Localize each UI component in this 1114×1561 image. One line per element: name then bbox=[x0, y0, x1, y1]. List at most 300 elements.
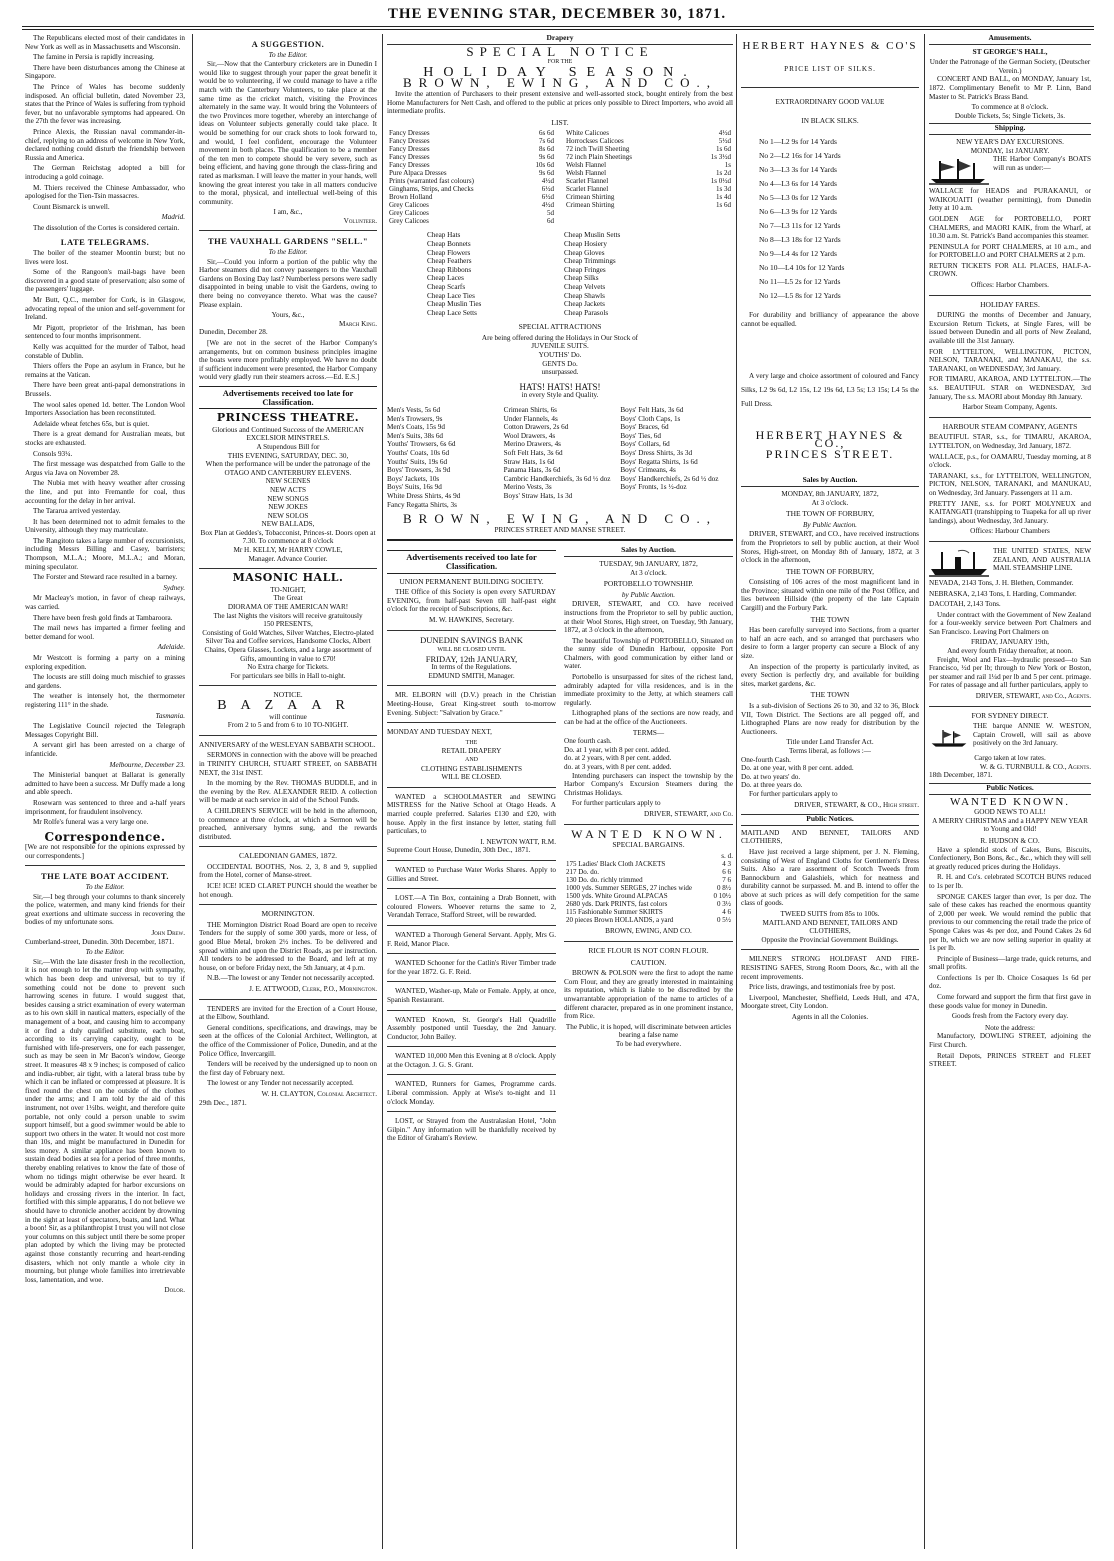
item-name: 72 inch Plain Sheetings bbox=[566, 153, 632, 162]
masonic-line: The Great bbox=[273, 594, 303, 603]
newyear-heading: NEW YEAR'S DAY EXCURSIONS. bbox=[956, 137, 1064, 146]
mornington-text: THE Mornington District Road Board are open to receive Tenders for the supply of some 300 yards, more or less, of good Blue Metal, broken 2½ inches. To be delivered and spread within and upon the District Roads, as per instruction. All tenders to be addressed to the Board, and left at my house, on or before Friday next, the 5th January, at 4 p.m. bbox=[199, 920, 377, 972]
telegram-item: The locusts are still doing much mischief to grasses and gardens. bbox=[25, 673, 185, 690]
price-row bbox=[564, 193, 733, 201]
late-ads-banner: Advertisements received too late for Classification. bbox=[387, 550, 556, 573]
auction-by: By Public Auction. bbox=[803, 520, 857, 529]
masthead-rule bbox=[22, 26, 1094, 27]
item-name: 72 inch Twill Sheeting bbox=[566, 145, 630, 154]
divider bbox=[387, 1010, 556, 1011]
juvenile: JUVENILE SUITS. bbox=[531, 342, 589, 351]
savings-date: FRIDAY, 12th JANUARY, bbox=[425, 653, 518, 664]
terms-item: Do. at three years do. bbox=[741, 781, 803, 790]
to-editor: To the Editor. bbox=[85, 883, 125, 892]
wanted-known-assembly: WANTED Known, St. George's Hall Quadrille Assembly postponed until Tuesday, the 2nd January. Conductor, John Bailey. bbox=[387, 1015, 556, 1041]
tickets: Double Tickets, 5s; Single Tickets, 3s. bbox=[954, 111, 1066, 120]
item-price: 1s 2d bbox=[716, 169, 731, 178]
price-row bbox=[564, 185, 733, 193]
column-1 bbox=[25, 34, 185, 1549]
item-name: Fancy Dresses bbox=[389, 137, 430, 146]
haynes-heading: HERBERT HAYNES & CO'S bbox=[742, 40, 918, 52]
fancy-silks-text: A very large and choice assortment of coloured and Fancy Silks, L2 9s 6d, L2 15s, L2 19s 6d, L3 5s; L3 15s; L4 5s the Full Dress. bbox=[741, 371, 919, 408]
clothing-item: Youths' Coats, 10s 6d bbox=[387, 449, 450, 457]
divider bbox=[387, 860, 556, 861]
sign-off: Yours, &c., bbox=[271, 311, 305, 320]
hudson-text-2: R. H. and Co's. celebrated SCOTCH BUNS reduced to 1s per lb. bbox=[929, 873, 1091, 890]
clothing-item: Cambric Handkerchiefs, 3s 6d ½ doz bbox=[503, 474, 611, 483]
address: PRINCES STREET AND MANSE STREET. bbox=[494, 525, 626, 534]
item-name: White Calicoes bbox=[566, 129, 609, 138]
return-text: RETURN TICKETS FOR ALL PLACES, HALF-A-CROWN. bbox=[929, 261, 1091, 279]
item-price: 7 6 bbox=[722, 876, 731, 885]
signature: Volunteer. bbox=[343, 216, 377, 225]
news-item: The dissolution of the Cortes is considered certain. bbox=[33, 223, 180, 232]
town-heading-2: THE TOWN bbox=[810, 690, 850, 700]
price-row bbox=[564, 129, 733, 137]
tenders-date: 29th Dec., 1871. bbox=[199, 1098, 247, 1107]
divider bbox=[564, 941, 733, 942]
milner-text-3: Liverpool, Manchester, Sheffield, Leeds Hull, and 47A, Moorgate street, City London. bbox=[741, 993, 919, 1011]
news-item: There have been disturbances among the Chinese at Singapore. bbox=[25, 63, 185, 81]
princess-line: NEW SCENES bbox=[265, 477, 311, 486]
wesleyan-line: A CHILDREN'S SERVICE will be held in the afternoon, to commence at three o'clock, at which a Sermon will be preached, anniversary hymns sung, and the rewards distributed. bbox=[199, 806, 377, 841]
letter: Sir,—I beg through your columns to thank sincerely the police, watermen, and many kind friends for their great exertions and ultimate success in recovering the bodies of my unfortunate sons. bbox=[25, 892, 185, 927]
hats-heading: HATS! HATS! HATS! bbox=[519, 381, 601, 392]
item-name: 1500 yds. White Ground ALPACAS bbox=[566, 892, 668, 901]
further-text: For further particulars apply to bbox=[749, 789, 838, 798]
clothing-item: Boys' Straw Hats, 1s 3d bbox=[503, 491, 573, 500]
price-row bbox=[387, 185, 556, 193]
clothing-item: White Dress Shirts, 4s 9d bbox=[387, 491, 461, 500]
section-public-notices: Public Notices. bbox=[741, 814, 919, 826]
princess-line: Box Plan at Geddes's, Tobacconist, Princes-st. Doors open at 7.30. To commence at 8 o'clock bbox=[200, 528, 376, 546]
item-name: 130 Do. do. richly trimmed bbox=[566, 876, 643, 885]
good-news: GOOD NEWS TO ALL! bbox=[974, 808, 1046, 817]
watt-signature: I. NEWTON WATT, R.M. bbox=[480, 837, 556, 846]
monday-the: THE bbox=[465, 739, 478, 746]
news-item: The German Reichstag adopted a bill for introducing a gold coinage. bbox=[25, 164, 185, 181]
princess-line: NEW SONGS bbox=[267, 494, 309, 503]
letter-place: Cumberland-street, Dunedin. 30th December, 1871. bbox=[25, 937, 175, 946]
letter: Sir,—With the late disaster fresh in the recollection, it is not enough to let the matter drop with sympathy, which has been deep and universal, but to try if something could not be done to prevent such harrowing scenes in future. I would suggest that, besides causing a strict examination of every waterman as to his own skill in nautical matters, especially of the management of a boat, and causing him to accompany it or find a duly qualified substitute, each boat, according to its carrying capacity, ought to be furnished with life-preservers, one for each passenger, such as may be seen in Mr Bacon's window, George street. It measures 48 x 9 inches; is composed of calico and india-rubber, air tight, with a lateral brass tube by which it can be inflated or compressed at pleasure. It is fixed round the chest on the outside of the clothes under the arms; and I am told by the aid of this instrument, not over 1½lbs. weight, and therefore quite portable, not only could a person unable to swim support himself, but a good swimmer would be able to support two others in the water. It would not cost more than 10s, and might be manufactured in Dunedin for less money. A similar appliance has been known to sustain dead bodies at sea for a period of three months, thereby enabling relatives to know the fate of those of whom no tidings might otherwise be ever heard. It would be admirably adapted for harbor excursions on holidays and crossing rivers in the interior. In fact, fortified with this simple apparatus, I do not believe we should have to chronicle another accident by drowning in the sight at least of spectators, boats, and land. What a boon! Sir, as a philanthropist I trust you will not close your columns on this subject until there be some proper plan adopted by which the living may be protected against those constantly recurring and heart-rending disasters, which not only mantle a whole city in mourning, but plunge whole families into irretrievable loss, lamentation, and woe. bbox=[25, 957, 185, 1284]
item-price: 1s 6d bbox=[716, 145, 731, 154]
hudson-text-4: Principle of Business—large trade, quick returns, and small profits. bbox=[929, 954, 1091, 972]
maitland-heading: MAITLAND AND BENNET, TAILORS AND CLOTHIERS, bbox=[741, 828, 919, 846]
clothing-item: Cotton Drawers, 2s 6d bbox=[503, 423, 569, 432]
telegram-item: The Nubia met with heavy weather after crossing the line, and put into Fremantle for coal, thus accounting for the delay in her arrival. bbox=[25, 479, 185, 505]
correspondence-heading: Correspondence. bbox=[44, 829, 166, 844]
dateline: Adelaide. bbox=[157, 643, 185, 652]
silk-item: No 9—L4 4s for 12 Yards bbox=[759, 249, 837, 259]
ship-icon bbox=[929, 157, 989, 185]
telegram-item: The weather is intensely hot, the thermometer registering 111° in the shade. bbox=[25, 692, 185, 709]
item-price: 1s 3d bbox=[716, 185, 731, 194]
divider bbox=[199, 735, 377, 736]
monday-heading: MONDAY AND TUESDAY NEXT, bbox=[387, 728, 492, 737]
price-row bbox=[564, 916, 733, 924]
price-row bbox=[564, 860, 733, 868]
item-name: 115 Fashionable Summer SKIRTS bbox=[566, 908, 663, 917]
terms-item: One fourth cash. bbox=[564, 737, 612, 746]
clothing-item: Boys' Felt Hats, 3s 6d bbox=[620, 406, 684, 415]
price-row bbox=[387, 193, 556, 201]
divider bbox=[387, 787, 556, 788]
column-divider bbox=[192, 34, 193, 1549]
rice-heading: RICE FLOUR IS NOT CORN FLOUR. bbox=[588, 945, 709, 955]
note-address: Note the address: bbox=[985, 1023, 1035, 1032]
signature: John Drew. bbox=[151, 929, 185, 938]
telegram-item: The Rangitoto takes a large number of excursionists, including Messrs Billing and Casey, barristers; Thompson, M.L.A.; Moore, M.L.A.; and Moran, mining speculator. bbox=[25, 536, 185, 571]
silk-item: No 6—L3 9s for 12 Yards bbox=[759, 207, 837, 217]
cheap-item: Cheap Bonnets bbox=[427, 239, 471, 248]
clothing-item: Boys' Collars, 6d bbox=[620, 440, 670, 449]
divider bbox=[387, 630, 556, 631]
telegram-item: There is a great demand for Australian meats, but stocks are exhausted. bbox=[25, 430, 185, 447]
wesleyan-ad bbox=[199, 751, 377, 841]
cheap-item: Cheap Feathers bbox=[427, 257, 472, 266]
item-price: 1s 4d bbox=[716, 193, 731, 202]
item-price: 4 6 bbox=[722, 908, 731, 917]
factory-address: Manufactory, DOWLING STREET, adjoining the First Church. bbox=[929, 1032, 1091, 1050]
item-name: Welsh Flannel bbox=[566, 169, 607, 178]
gents: GENTS Do. bbox=[542, 359, 578, 368]
harbor-signature: Harbor Steam Company, Agents. bbox=[962, 403, 1058, 412]
princess-line: A Stupendous Bill for bbox=[256, 442, 320, 451]
price-row bbox=[387, 129, 556, 137]
princess-line: When the performance will be under the patronage of the bbox=[205, 460, 371, 469]
opposite: Opposite the Provincial Government Buildings. bbox=[761, 935, 899, 944]
price-row bbox=[564, 137, 733, 145]
telegram-item: Mr Macleay's motion, in favor of cheap railways, was carried. bbox=[25, 594, 185, 612]
divider bbox=[929, 541, 1091, 542]
section-drapery: Drapery bbox=[387, 34, 733, 45]
item-name: Crimean Shirting bbox=[566, 201, 615, 210]
savings-terms: In terms of the Regulations. bbox=[431, 663, 512, 672]
monday-closed: WILL BE CLOSED. bbox=[441, 773, 502, 782]
durability-text: For durability and brilliancy of appearance the above cannot be equalled. bbox=[741, 311, 919, 328]
princess-line: NEW ACTS bbox=[269, 485, 306, 494]
nevada: NEVADA, 2143 Tons, J. H. Blethen, Commander. bbox=[929, 578, 1074, 587]
auction-body-5: Intending purchasers can inspect the township by the Harbor Company's Excursion Steamers during the Christmas Holidays. bbox=[564, 771, 733, 797]
divider bbox=[387, 925, 556, 926]
telegram-item: There have been fresh gold finds at Tambaroora. bbox=[33, 613, 173, 622]
clothing-item: Youths' Suits, 19s 6d bbox=[387, 457, 448, 466]
sign-off: I am, &c., bbox=[273, 208, 303, 217]
divider bbox=[929, 706, 1091, 707]
silk-list bbox=[741, 135, 919, 303]
caledonian-text: OCCIDENTAL BOOTHS, Nos. 2, 3, 8 and 9, supplied from the Hotel, corner of Manse-street. bbox=[199, 862, 377, 880]
bargains-table bbox=[564, 860, 733, 924]
telegram-item: The wool sales opened 1d. better. The London Wool Importers Association has been reconstituted. bbox=[25, 400, 185, 418]
terms-list bbox=[564, 737, 733, 771]
clothing-item: Merino Drawers, 4s bbox=[503, 440, 561, 449]
item-price: 0 10½ bbox=[713, 892, 731, 901]
telegram-item: The mail news has imparted a firmer feeling and better demand for wool. bbox=[25, 624, 185, 641]
wanted-known-heading: WANTED KNOWN. bbox=[571, 826, 726, 841]
clothing-item: Boys' Fronts, 1s ½-doz bbox=[620, 483, 687, 492]
dacotah: DACOTAH, 2,143 Tons. bbox=[929, 600, 1001, 609]
clothing-item: Boys' Braces, 6d bbox=[620, 423, 669, 432]
cheap-item: Cheap Hats bbox=[427, 231, 461, 240]
vauxhall-heading: THE VAUXHALL GARDENS "SELL." bbox=[207, 236, 369, 247]
item-price: 0 3½ bbox=[717, 900, 731, 909]
price-row bbox=[564, 153, 733, 161]
to-editor: To the Editor. bbox=[268, 50, 308, 59]
union-signature: M. W. HAWKINS, Secretary. bbox=[429, 615, 514, 624]
telegram-item: The Ministerial banquet at Ballarat is generally admitted to have been a success. Mr Duffy made a long and able speech. bbox=[25, 771, 185, 797]
suggestion-letter: Sir,—Now that the Canterbury cricketers are in Dunedin I would like to suggest through your paper the great benefit it would be to volunteering, if we could manage to have a rifle match with the Canterbury Volunteers, to take place at the same time as the cricket match, visiting the Provinces alternately in the same way. It would bring the Volunteers of the two Provinces more together, whereby an interchange of ideas on Volunteer subjects generally could take place. It would be something for our crack shots to look forward to, and would, I feel confident, encourage the Volunteer movement in both places. The qualification to be a member of the ten men to compete should be very severe, such as being efficient, and having gone through the class-firing and rated as marksman. I will leave the matter in your hands, well knowing the great interest you take in all matters conducive to the moral, physical, and intellectual well-being of this community. bbox=[199, 60, 377, 206]
clothing-item: Boys' Ties, 6d bbox=[620, 431, 661, 440]
item-price: 7s 6d bbox=[539, 137, 554, 146]
divider bbox=[564, 824, 733, 825]
brown-polson-text: BROWN & POLSON were the first to adopt the name Corn Flour, and they are greatly interested in maintaining its reputation, which is liable to be discredited by the unwarrantable appropriation of the name to articles of a different character, prepared as in one prominent instance, from Rice. bbox=[564, 969, 733, 1021]
cheap-item: Cheap Hosiery bbox=[564, 239, 607, 248]
savings-closed: WILL BE CLOSED UNTIL bbox=[437, 647, 506, 654]
savings-signature: EDMUND SMITH, Manager. bbox=[428, 671, 515, 680]
tenders-text-3: Tenders will be received by the undersigned up to noon on the first day of February next. bbox=[199, 1060, 377, 1077]
column-2 bbox=[199, 34, 377, 1549]
cheap-item: Cheap Flowers bbox=[427, 248, 471, 257]
town-heading: THE TOWN bbox=[810, 614, 850, 624]
price-row bbox=[564, 868, 733, 876]
divider bbox=[387, 1046, 556, 1047]
title-act: Title under Land Transfer Act. bbox=[786, 738, 874, 747]
section-public-notices: Public Notices. bbox=[929, 783, 1091, 795]
divider bbox=[199, 846, 377, 847]
masonic-line: Consisting of Gold Watches, Silver Watches, Electro-plated Silver Tea and Coffee services, Handsome Clocks, Albert Chains, Opera Glasses, Lockets, and a large assortment of Gifts, amounting in value to £70! bbox=[202, 628, 374, 663]
hudson-text-1: Have a splendid stock of Cakes, Buns, Biscuits, Confectionery, Bon Bons, &c., &c., which they will sell at greatly reduced prices during the Holidays. bbox=[929, 845, 1091, 871]
milner-text: MILNER'S STRONG HOLDFAST AND FIRE-RESISTING SAFES, Strong Room Doors, &c., with all the recent improvements. bbox=[741, 955, 919, 981]
auction-signature: DRIVER, STEWART, & CO., High street. bbox=[794, 800, 919, 809]
item-price: 0 8½ bbox=[717, 884, 731, 893]
savings-heading: DUNEDIN SAVINGS BANK bbox=[420, 634, 523, 645]
wallace-oamaru: WALLACE, p.s., for OAMARU, Tuesday morning, at 8 o'clock. bbox=[929, 452, 1091, 470]
silk-item: No 11—L5 2s for 12 Yards bbox=[759, 277, 841, 287]
item-name: Welsh Flannel bbox=[566, 161, 607, 170]
item-name: 1000 yds. Summer SERGES, 27 inches wide bbox=[566, 884, 692, 893]
wesleyan-line: SERMONS in connection with the above will be preached in TRINITY CHURCH, STUART STREET, on SABBATH NEXT, the 31st INST. bbox=[199, 751, 377, 777]
brown-polson-text-3: To be had everywhere. bbox=[615, 1039, 682, 1048]
item-name: 175 Ladies' Black Cloth JACKETS bbox=[566, 860, 666, 869]
item-price: 0 5½ bbox=[717, 916, 731, 925]
divider bbox=[199, 568, 377, 569]
wanted-water: WANTED to Purchase Water Works Shares. Apply to Gillies and Street. bbox=[387, 865, 556, 883]
watt-place: Supreme Court House, Dunedin, 30th Dec., 1871. bbox=[387, 846, 531, 855]
price-row bbox=[387, 153, 556, 161]
auction-body: DRIVER, STEWART, and CO., have received instructions from the Proprietors to sell by public auction, at their Wool Stores, High-street, on Monday 8th of January, 1872, at 3 o'clock in the afternoon, bbox=[741, 530, 919, 565]
special-bargains: SPECIAL BARGAINS. bbox=[612, 840, 685, 850]
item-price: 9s 6d bbox=[539, 169, 554, 178]
steamship-icon bbox=[929, 549, 989, 577]
lower-columns bbox=[387, 546, 733, 1145]
cheap-item: Cheap Lace Setts bbox=[427, 308, 477, 317]
cheap-item: Cheap Laces bbox=[427, 274, 464, 283]
clothing-item: Boys' Dress Shirts, 3s 3d bbox=[620, 449, 693, 457]
harbor-ad bbox=[929, 155, 1091, 187]
divider bbox=[929, 417, 1091, 418]
item-name: Fancy Dresses bbox=[389, 129, 430, 138]
item-name: Fancy Dresses bbox=[389, 161, 430, 170]
silk-item: No 12—L5 8s for 12 Yards bbox=[759, 291, 841, 301]
price-row bbox=[564, 169, 733, 177]
terms-heading: Terms liberal, as follows :— bbox=[789, 746, 871, 755]
price-row bbox=[387, 137, 556, 145]
clothing-item: Boys' Cloth Caps, 1s bbox=[620, 414, 681, 423]
cheap-item: Cheap Trimmings bbox=[564, 257, 616, 266]
auction-body: DRIVER, STEWART, and CO. have received instructions from the Proprietor to sell by public auction, at their Wool Stores, High street, on Tuesday, 9th January, 1872, at 3 o'clock in the afternoon, bbox=[564, 600, 733, 635]
taranaki-text: TARANAKI, s.s., for LYTTELTON, WELLINGTON, PICTON, NELSON, TARANAKI, and MANUKAU, on Wednesday, 3rd January. Passengers at 11 a.m. bbox=[929, 471, 1091, 497]
clothing-item: Fancy Regatta Shirts, 3s bbox=[387, 500, 457, 509]
hats-sub: in every Style and Quality. bbox=[521, 391, 599, 400]
extraordinary: EXTRAORDINARY GOOD VALUE bbox=[775, 98, 885, 107]
cheap-item: Cheap Silks bbox=[564, 274, 599, 283]
notice-heading: NOTICE. bbox=[273, 690, 303, 700]
item-price: 4½d bbox=[541, 177, 554, 186]
monday-clothing: CLOTHING ESTABLISHMENTS bbox=[420, 764, 523, 773]
clothing-item: Soft Felt Hats, 3s 6d bbox=[503, 449, 563, 457]
divider bbox=[387, 981, 556, 982]
barque-text: THE barque ANNIE W. WESTON, Captain Crowell, will sail as above positively on the 3rd January. bbox=[973, 722, 1091, 748]
telegram-item: The boiler of the steamer Moontin burst; but no lives were lost. bbox=[25, 249, 185, 266]
masonic-hall-ad bbox=[199, 586, 377, 681]
in-black-silks: IN BLACK SILKS. bbox=[801, 116, 859, 125]
turnbull-signature: W. & G. TURNBULL & CO., Agents. bbox=[979, 762, 1091, 771]
terms-heading: TERMS— bbox=[632, 728, 665, 737]
signature: March King. bbox=[339, 319, 377, 328]
item-price: 1s 6d bbox=[716, 201, 731, 210]
price-row bbox=[564, 876, 733, 884]
item-price: 8s 6d bbox=[539, 145, 554, 154]
brown-ewing-sig: BROWN, EWING, AND CO. bbox=[605, 927, 692, 936]
monday: MONDAY, 1st JANUARY. bbox=[970, 146, 1050, 155]
telegram-item: Some of the Rangoon's mail-bags have been discovered in a good state of preservation; also some of the passengers' luggage. bbox=[25, 268, 185, 294]
milner-text-2: Price lists, drawings, and testimonials free by post. bbox=[749, 983, 896, 992]
united-states-line: THE UNITED STATES, NEW ZEALAND, AND AUSTRALIA MAIL STEAMSHIP LINE. bbox=[993, 546, 1091, 573]
mens-list bbox=[387, 406, 500, 509]
auction-date: TUESDAY, 9th JANUARY, 1872, bbox=[599, 559, 698, 568]
price-row bbox=[387, 201, 556, 209]
clothing-item: Boys' Regatta Shirts, 1s 6d bbox=[620, 457, 698, 466]
concert-text: CONCERT AND BALL, on MONDAY, January 1st, 1872. Complimentary Benefit to Mr P. Linn, Band Master to St. Patrick's Brass Band. bbox=[929, 75, 1091, 101]
item-name: Grey Calicoes bbox=[389, 217, 429, 226]
cheap-item: Cheap Fringes bbox=[564, 265, 606, 274]
golden-age-text: GOLDEN AGE for PORTOBELLO, PORT CHALMERS, and MAORI KAIK, from the Wharf, at 10.30 a.m. St. Patrick's Band accompanies this steamer. bbox=[929, 214, 1091, 241]
silk-item: No 4—L3 6s for 14 Yards bbox=[759, 179, 837, 189]
item-price: 4 3 bbox=[722, 860, 731, 869]
maitland-text: Have just received a large shipment, per J. N. Fleming, consisting of West of England Cloths for Gentlemen's Dress Suits. Also a rare assortment of Scotch Tweeds from Bannockburn and Galashiels, which for neatness and durability cannot be surpassed. M. and B. intend to offer the above at such prices as will defy competition for the same class of goods. bbox=[741, 847, 919, 908]
depots-address: Retail Depots, PRINCES STREET and FLEET STREET. bbox=[929, 1051, 1091, 1069]
auction-body-5: Is a sub-division of Sections 26 to 30, and 32 to 36, Block VII, Town District. The Sections are all pegged off, and Lithographed Plans are now ready for distribution by the Auctioneers. bbox=[741, 702, 919, 736]
caution-heading: CAUTION. bbox=[630, 957, 667, 967]
divider bbox=[387, 539, 733, 541]
tenders-text: TENDERS are invited for the Erection of a Court House, at the Elbow, Southland. bbox=[199, 1004, 377, 1022]
divider bbox=[387, 953, 556, 954]
hudson-text-7: Goods fresh from the Factory every day. bbox=[951, 1012, 1069, 1021]
auction-time: At 3 o'clock. bbox=[811, 498, 849, 507]
terms-item: Do. at two years' do. bbox=[741, 772, 801, 781]
item-name: 217 Do. do. bbox=[566, 868, 600, 877]
column-divider bbox=[924, 34, 925, 1549]
hudson-text-3: SPONGE CAKES larger than ever, 1s per doz. The sale of these cakes has reached the enormous quantity of 2,000 per week. We would remind the public that previous to our commencing the retail trade the price of Sponge Cakes was 4s per doz, and Pound Cakes 2s 6d per lb, which we are now selling superior in quality at 1s per lb. bbox=[929, 892, 1091, 953]
holiday-heading: HOLIDAY FARES. bbox=[980, 299, 1040, 309]
silk-item: No 3—L3 3s for 14 Yards bbox=[759, 165, 837, 175]
price-row bbox=[564, 201, 733, 209]
wesleyan-line: In the morning by the Rev. THOMAS BUDDLE, and in the evening by the Rev. ALEXANDER REID. A collection will be made at each service in aid of the School Funds. bbox=[199, 779, 377, 805]
item-price: 10s 6d bbox=[535, 161, 554, 170]
tenders-text-4: The lowest or any Tender not necessarily accepted. bbox=[207, 1079, 354, 1088]
divider bbox=[25, 865, 185, 866]
clothing-item: Boys' Suits, 16s 9d bbox=[387, 483, 442, 492]
terms-item: do. at 3 years, with 8 per cent. added. bbox=[564, 763, 672, 771]
barque-icon bbox=[929, 724, 969, 752]
cheap-item: Cheap Scarfs bbox=[427, 282, 466, 291]
price-list bbox=[387, 129, 733, 225]
mornington-nb: N.B.—The lowest or any Tender not necessarily accepted. bbox=[207, 974, 375, 983]
lost-tin-box: LOST.—A Tin Box, containing a Drab Bonnett, with coloured Flowers. Whoever returns the same to 2, Verandah Terrace, Stafford Street, will be rewarded. bbox=[387, 894, 556, 920]
terms-item: Do. at 1 year, with 8 per cent. added. bbox=[564, 745, 670, 754]
masonic-line: The last Nights the visitors will receive gratuitously bbox=[213, 611, 363, 620]
telegram-item: Mr Pigott, proprietor of the Irishman, has been sentenced to four months imprisonment. bbox=[25, 323, 185, 341]
lower-right bbox=[564, 546, 733, 1145]
hudson-text-6: Come forward and support the firm that first gave in these goods value for money in Dunedin. bbox=[929, 993, 1091, 1010]
special-attractions: SPECIAL ATTRACTIONS bbox=[518, 322, 602, 332]
clothing-item: Youths' Trowsers, 6s 6d bbox=[387, 440, 456, 449]
mail-line-ad bbox=[929, 547, 1091, 579]
offices: Offices: Harbor Chambers. bbox=[971, 281, 1049, 290]
haynes-footer: HERBERT HAYNES & CO., bbox=[755, 427, 905, 451]
news-item: Prince Alexis, the Russian naval commander-in-chief, replying to an address of welcome in New York, declared nothing could disturb the friendship between Russia and America. bbox=[25, 127, 185, 162]
turnbull-date: 18th December, 1871. bbox=[929, 771, 993, 780]
cheap-list-right bbox=[564, 231, 693, 317]
wanted-known: WANTED KNOWN. bbox=[949, 795, 1071, 808]
silk-item: No 5—L3 0s for 12 Yards bbox=[759, 193, 837, 203]
princes-street: PRINCES STREET. bbox=[765, 446, 895, 461]
item-price: 1s 3½d bbox=[710, 153, 731, 162]
to-editor: To the Editor. bbox=[85, 948, 125, 957]
bazaar-text: will continue bbox=[269, 712, 307, 721]
cheap-list bbox=[427, 231, 693, 317]
princess-line: NEW JOKES bbox=[268, 503, 308, 512]
cheap-list-left bbox=[427, 231, 556, 317]
princess-line: THIS EVENING, SATURDAY, DEC. 30, bbox=[227, 451, 349, 460]
item-price: 6d bbox=[547, 217, 554, 226]
merry-christmas: A MERRY CHRISTMAS and a HAPPY NEW YEAR to Young and Old! bbox=[932, 816, 1088, 834]
auction-signature: DRIVER, STEWART, and Co. bbox=[644, 809, 733, 818]
auction-body-2: The beautiful Township of PORTOBELLO, Situated on the sunny side of Dunedin Harbour, opposite Port Chalmers, with good communication by either land or water. bbox=[564, 636, 733, 671]
masonic-line: No Extra charge for Tickets. bbox=[247, 663, 329, 672]
masonic-line: DIORAMA OF THE AMERICAN WAR! bbox=[227, 603, 349, 612]
telegram-item: A servant girl has been arrested on a charge of infanticide. bbox=[25, 741, 185, 758]
beautiful-star: BEAUTIFUL STAR, s.s., for TIMARU, AKAROA, LYTTELTON, on Wednesday, 3rd January, 1872. bbox=[929, 433, 1091, 450]
price-row bbox=[387, 145, 556, 153]
item-price: 5d bbox=[547, 209, 554, 218]
cheap-item: Cheap Parasols bbox=[564, 308, 609, 317]
monday-retail: RETAIL DRAPERY bbox=[441, 747, 502, 756]
clothing-item: Merino Vests, 3s bbox=[503, 483, 552, 492]
telegram-item: Kelly was acquitted for the murder of Talbot, head constable of Dublin. bbox=[25, 343, 185, 360]
silk-item: No 8—L3 18s for 12 Yards bbox=[759, 235, 841, 245]
crimean-list bbox=[504, 406, 617, 509]
brown-ewing-heading: BROWN, EWING, AND CO., bbox=[403, 75, 717, 91]
harbor-text: THE Harbor Company's BOATS will run as under:— bbox=[993, 155, 1091, 172]
pretty-jane: PRETTY JANE, s.s. for PORT MOLYNEUX and KAITANGATI (transhipping to Tuapeka for all up river landings), about Wednesday, 3rd January. bbox=[929, 499, 1091, 525]
union-text: THE Office of this Society is open every SATURDAY EVENING, from half-past Seven till half-past eight o'clock for the receipt of Subscriptions, &c. bbox=[387, 588, 556, 614]
cheap-item: Cheap Jackets bbox=[564, 300, 605, 309]
auction-body-3: Has been carefully surveyed into Sections, from a quarter to half an acre each, and so arranged that purchasers who desire to form a larger property can secure a Block of any size. bbox=[741, 626, 919, 661]
to-editor: To the Editor. bbox=[268, 248, 308, 257]
clothing-item: Boys' Crimeans, 4s bbox=[620, 466, 676, 475]
divider bbox=[741, 87, 919, 88]
